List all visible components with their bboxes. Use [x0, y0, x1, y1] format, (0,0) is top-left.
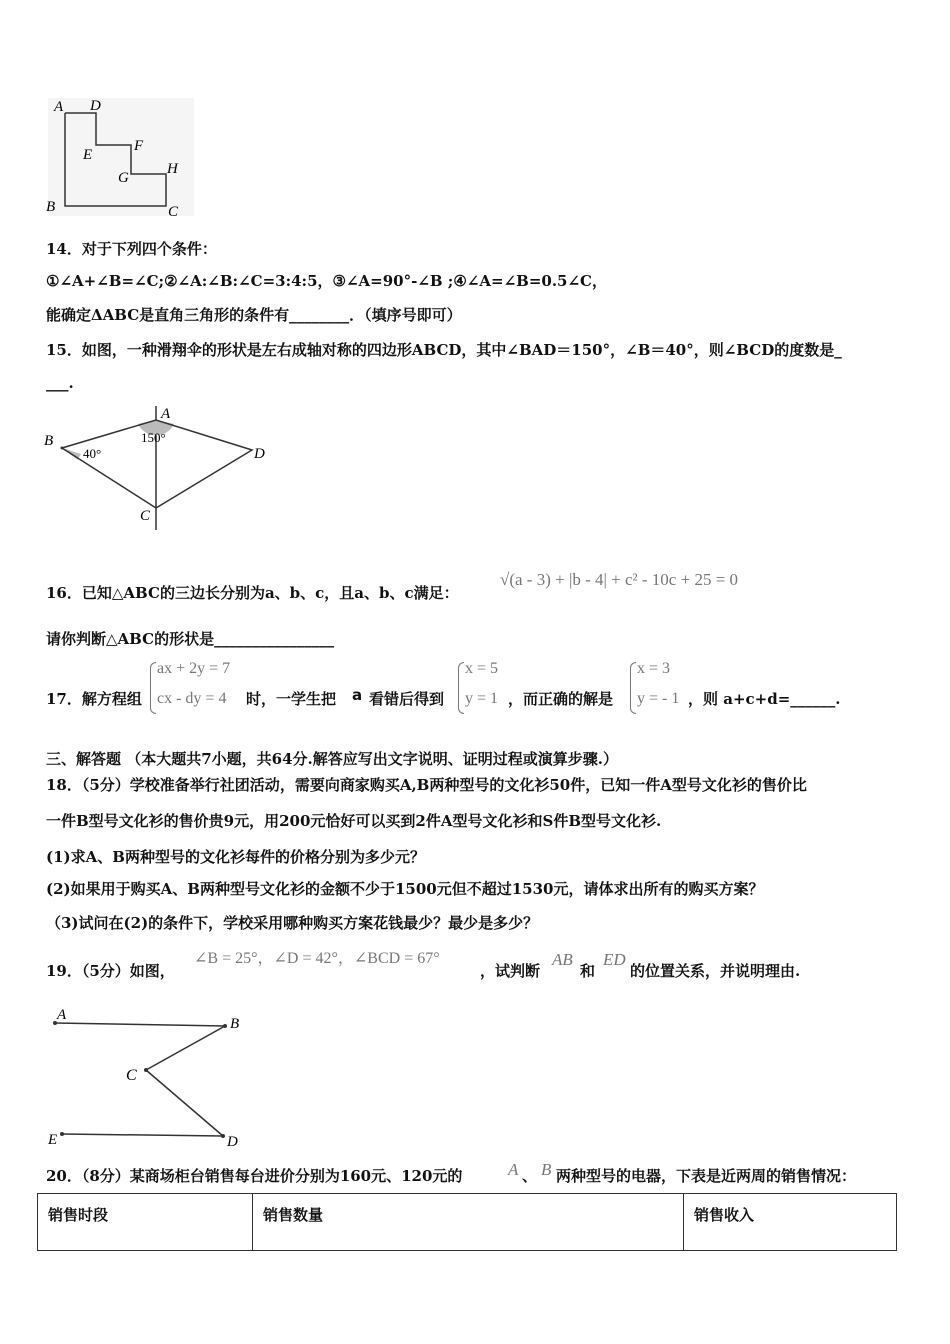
q14-conditions: ①∠A+∠B=∠C;②∠A:∠B:∠C=3:4:5，③∠A=90°-∠B ;④∠A=∠B=0.5∠C，: [46, 272, 607, 290]
kite-label-a: A: [161, 406, 171, 422]
line-cd: [146, 1070, 223, 1136]
label-h: H: [167, 161, 178, 177]
q17-sys1-eq2: cx - dy = 4: [157, 690, 227, 707]
line-ab: [55, 1023, 225, 1026]
figure-background: [48, 98, 194, 216]
q16-ask: 请你判断△ABC的形状是________________: [46, 630, 335, 648]
q20-end: 两种型号的电器，下表是近两周的销售情况：: [556, 1167, 857, 1185]
q17-sys3-brace: [630, 662, 636, 714]
q16-text: 16．已知△ABC的三边长分别为a、b、c，且a、b、c满足：: [46, 584, 459, 602]
q17-sys2-eq2: y = 1: [465, 690, 499, 707]
kite-figure: [40, 400, 280, 532]
table-header-revenue: 销售收入: [684, 1194, 897, 1251]
q20-a: A: [508, 1160, 519, 1179]
q19-prefix: 19．（5分）如图，: [46, 962, 175, 980]
q15-line2: ___.: [46, 374, 74, 392]
kite-angle-a-label: 150°: [141, 430, 166, 445]
q17-end: ，则 a+c+d=______.: [688, 690, 841, 708]
label-c: C: [168, 204, 179, 220]
step-shape-figure: [40, 92, 200, 224]
q16-formula: √(a - 3) + |b - 4| + c² - 10c + 25 = 0: [500, 570, 739, 589]
q19-end: 的位置关系，并说明理由.: [630, 962, 801, 980]
q19-ab: AB: [552, 950, 573, 969]
q19-and: 和: [580, 962, 596, 980]
kite-label-c: C: [140, 508, 151, 524]
zig-label-c: C: [126, 1067, 137, 1084]
q14-ask: 能确定ΔABC是直角三角形的条件有________．（填序号即可）: [46, 306, 462, 324]
q17-mid: 时，一学生把: [246, 690, 337, 708]
label-e: E: [83, 147, 93, 163]
table-row: [38, 1194, 897, 1251]
q19-ed: ED: [603, 950, 626, 969]
q17-sys3-eq2: y = - 1: [637, 690, 680, 707]
q15-line1: 15．如图，一种滑翔伞的形状是左右成轴对称的四边形ABCD，其中∠BAD＝150°，∠B＝40°，则∠BCD的度数是_: [46, 341, 842, 359]
line-ed: [62, 1134, 223, 1136]
q17-sys1-eq1: ax + 2y = 7: [157, 660, 231, 677]
q14-title: 14．对于下列四个条件：: [46, 240, 217, 258]
zig-label-e: E: [48, 1132, 58, 1148]
q17-prefix: 17．解方程组: [46, 690, 142, 708]
label-d: D: [90, 98, 101, 114]
q18-part1: (1)求A、B两种型号的文化衫每件的价格分别为多少元？: [46, 848, 425, 866]
kite-label-b: B: [44, 433, 54, 449]
q18-part3: （3)试问在(2)的条件下，学校采用哪种购买方案花钱最少？最少是多少？: [46, 914, 539, 932]
q17-sys1-brace: [150, 662, 156, 714]
zigzag-figure: [40, 1000, 270, 1160]
table-header-period: 销售时段: [38, 1194, 253, 1251]
q19-mid: ，试判断: [480, 962, 541, 980]
label-f: F: [134, 138, 144, 154]
q17-mid3: ，而正确的解是: [508, 690, 614, 708]
kite-angle-b-label: 40°: [83, 446, 102, 461]
q17-sys3-eq1: x = 3: [637, 660, 671, 677]
q17-letter-a: a: [352, 686, 363, 704]
q18-part2: (2)如果用于购买A、B两种型号文化衫的金额不少于1500元但不超过1530元，请体求出所有的购买方案？: [46, 880, 764, 898]
q17-sys2-eq1: x = 5: [465, 660, 499, 677]
q18-line1: 18．（5分）学校准备举行社团活动，需要向商家购买A,B两种型号的文化衫50件，已知一件A型号文化衫的售价比: [46, 776, 807, 794]
q20-b: B: [541, 1160, 552, 1179]
zig-label-b: B: [230, 1016, 240, 1032]
zig-label-d: D: [227, 1134, 238, 1150]
label-a: A: [54, 99, 64, 115]
section3-heading: 三、解答题 （本大题共7小题，共64分.解答应写出文字说明、证明过程或演算步骤.）: [46, 750, 618, 768]
q17-sys2-brace: [458, 662, 464, 714]
q19-formula: ∠B = 25°，∠D = 42°，∠BCD = 67°: [194, 950, 440, 967]
q20-sep: 、: [522, 1167, 538, 1185]
q20-prefix: 20．（8分）某商场柜台销售每台进价分别为160元、120元的: [46, 1167, 463, 1185]
label-b: B: [46, 199, 56, 215]
table-header-quantity: 销售数量: [253, 1194, 684, 1251]
sales-table: [37, 1193, 897, 1251]
kite-label-d: D: [254, 446, 265, 462]
label-g: G: [118, 170, 129, 186]
zig-label-a: A: [57, 1007, 67, 1023]
line-bc: [146, 1026, 225, 1070]
q18-line2: 一件B型号文化衫的售价贵9元，用200元恰好可以买到2件A型号文化衫和S件B型号文化衫.: [46, 812, 662, 830]
q17-mid2: 看错后得到: [369, 690, 445, 708]
